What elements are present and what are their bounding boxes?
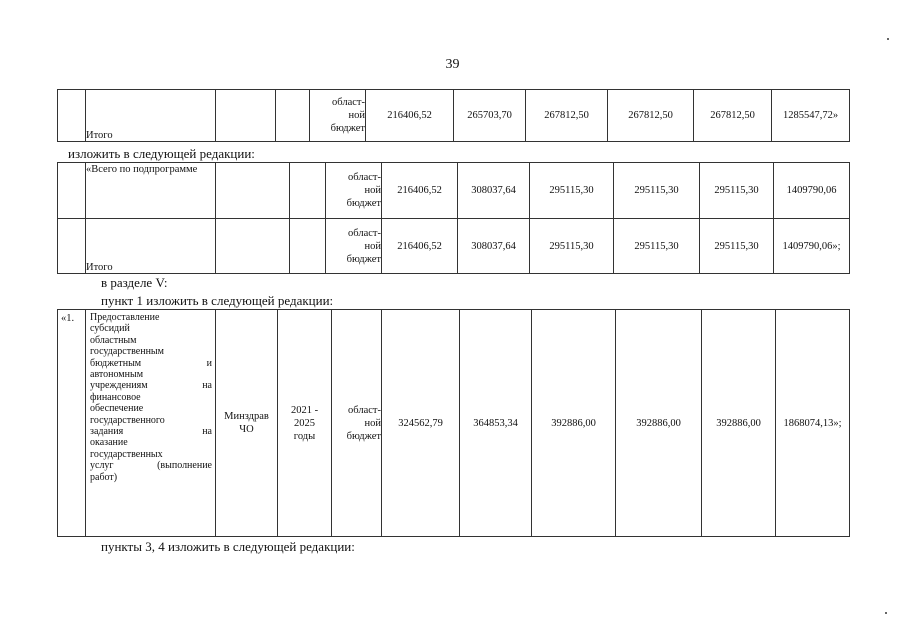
cell-period [276, 90, 310, 142]
cell-executor [216, 219, 290, 274]
cell-value: 295115,30 [530, 163, 614, 219]
cell-number: «1. [58, 310, 86, 537]
paragraph-edit-note: пункт 1 изложить в следующей редакции: [101, 293, 334, 308]
cell-value-total: 1409790,06 [774, 163, 850, 219]
cell-value: 295115,30 [700, 163, 774, 219]
paragraph-edit-note: пункты 3, 4 изложить в следующей редакции: [101, 539, 355, 554]
cell-value: 265703,70 [454, 90, 526, 142]
table-subprogram-new [57, 162, 850, 274]
table-row [58, 90, 850, 142]
cell-name: Итого [86, 90, 216, 142]
cell-number [58, 219, 86, 274]
table-row [58, 310, 850, 537]
cell-value: 308037,64 [458, 219, 530, 274]
table-row [58, 219, 850, 274]
table-itogo-old [57, 89, 850, 142]
cell-value: 392886,00 [616, 310, 702, 537]
cell-budget-source: област- ной бюджет [326, 219, 382, 274]
cell-value: 216406,52 [382, 219, 458, 274]
cell-value: 295115,30 [614, 219, 700, 274]
cell-period: 2021 - 2025 годы [278, 310, 332, 537]
cell-executor [216, 163, 290, 219]
cell-value: 216406,52 [382, 163, 458, 219]
cell-value-total: 1868074,13»; [776, 310, 850, 537]
cell-value: 216406,52 [366, 90, 454, 142]
cell-value: 267812,50 [526, 90, 608, 142]
paragraph-section: в разделе V: [101, 275, 168, 290]
cell-value: 392886,00 [702, 310, 776, 537]
cell-number [58, 90, 86, 142]
table-row [58, 163, 850, 219]
cell-budget-source: област- ной бюджет [326, 163, 382, 219]
cell-period [290, 163, 326, 219]
cell-value: 392886,00 [532, 310, 616, 537]
cell-name: «Всего по подпрограмме [86, 163, 216, 219]
cell-executor: Минздрав ЧО [216, 310, 278, 537]
cell-value: 308037,64 [458, 163, 530, 219]
paragraph-edit-note: изложить в следующей редакции: [68, 146, 255, 161]
scan-speck [887, 38, 889, 40]
cell-value: 295115,30 [530, 219, 614, 274]
cell-value: 267812,50 [694, 90, 772, 142]
cell-budget-source: област- ной бюджет [310, 90, 366, 142]
cell-value-total: 1409790,06»; [774, 219, 850, 274]
table-point-1 [57, 309, 850, 537]
cell-executor [216, 90, 276, 142]
cell-value: 364853,34 [460, 310, 532, 537]
cell-value: 295115,30 [700, 219, 774, 274]
cell-number [58, 163, 86, 219]
cell-budget-source: област- ной бюджет [332, 310, 382, 537]
scan-speck [885, 612, 887, 614]
cell-name: Итого [86, 219, 216, 274]
cell-value: 267812,50 [608, 90, 694, 142]
cell-value: 324562,79 [382, 310, 460, 537]
cell-description: Предоставление субсидий областным государственным бюджетным и автономным учреждениям на финансовое обеспечение государственного задания на оказание государственных услуг (выполнение работ) [86, 310, 216, 537]
cell-value: 295115,30 [614, 163, 700, 219]
page-number: 39 [445, 57, 460, 72]
cell-value-total: 1285547,72» [772, 90, 850, 142]
cell-period [290, 219, 326, 274]
